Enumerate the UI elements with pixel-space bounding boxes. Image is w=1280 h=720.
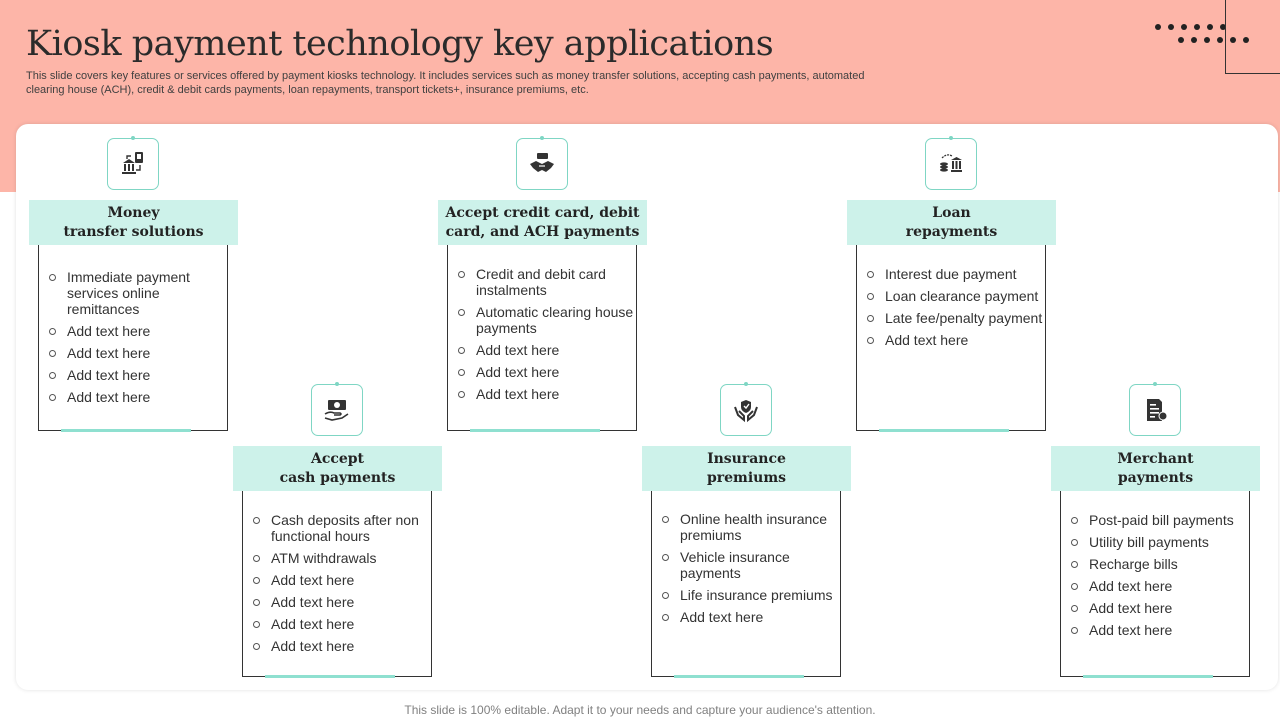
list-item: Add text here	[39, 323, 227, 339]
loan-bank-icon	[925, 138, 977, 190]
list-item: Recharge bills	[1061, 556, 1249, 572]
list-item: Add text here	[39, 345, 227, 361]
insurance-hands-icon	[720, 384, 772, 436]
card-list	[1061, 512, 1249, 638]
card-header	[29, 200, 238, 245]
handshake-icon	[516, 138, 568, 190]
card-body	[1060, 491, 1250, 677]
card-header	[847, 200, 1056, 245]
list-item: Post-paid bill payments	[1061, 512, 1249, 528]
list-item: Automatic clearing house payments	[448, 304, 636, 336]
card-title: Money transfer solutions	[63, 204, 204, 240]
list-item: Utility bill payments	[1061, 534, 1249, 550]
list-item: Credit and debit card instalments	[448, 266, 636, 298]
list-item: Add text here	[243, 572, 431, 588]
decorative-corner-frame	[1225, 0, 1280, 74]
card-body	[651, 491, 841, 677]
card-list	[448, 266, 636, 402]
footer-note: This slide is 100% editable. Adapt it to your needs and capture your audience's attention.	[404, 703, 876, 717]
card-header	[438, 200, 647, 245]
card-title: Accept credit card, debit card, and ACH payments	[445, 204, 640, 240]
card-list	[243, 512, 431, 654]
list-item: Add text here	[448, 342, 636, 358]
list-item: Add text here	[39, 389, 227, 405]
list-item: Vehicle insurance payments	[652, 549, 840, 581]
list-item: Add text here	[1061, 622, 1249, 638]
list-item: Cash deposits after non functional hours	[243, 512, 431, 544]
list-item: Add text here	[243, 594, 431, 610]
card-header	[1051, 446, 1260, 491]
list-item: Add text here	[1061, 578, 1249, 594]
list-item: Add text here	[448, 364, 636, 380]
slide-title: Kiosk payment technology key applications	[26, 24, 774, 64]
cash-in-hand-icon	[311, 384, 363, 436]
card-body	[242, 491, 432, 677]
list-item: Life insurance premiums	[652, 587, 840, 603]
list-item: Add text here	[652, 609, 840, 625]
list-item: Add text here	[39, 367, 227, 383]
card-list	[652, 511, 840, 625]
card-body	[38, 245, 228, 431]
list-item: Add text here	[448, 386, 636, 402]
list-item: Loan clearance payment	[857, 288, 1045, 304]
card-title: Loan repayments	[905, 204, 998, 240]
list-item: Immediate payment services online remittances	[39, 269, 227, 317]
card-body	[856, 245, 1046, 431]
card-header	[233, 446, 442, 491]
list-item: Late fee/penalty payment	[857, 310, 1045, 326]
list-item: Add text here	[1061, 600, 1249, 616]
card-title: Merchant payments	[1117, 450, 1194, 486]
card-list	[857, 266, 1045, 348]
card-body	[447, 245, 637, 431]
list-item: Online health insurance premiums	[652, 511, 840, 543]
card-title: Insurance premiums	[706, 450, 787, 486]
money-transfer-icon	[107, 138, 159, 190]
list-item: Interest due payment	[857, 266, 1045, 282]
card-list	[39, 269, 227, 405]
list-item: Add text here	[243, 638, 431, 654]
list-item: Add text here	[243, 616, 431, 632]
card-header	[642, 446, 851, 491]
list-item: ATM withdrawals	[243, 550, 431, 566]
list-item: Add text here	[857, 332, 1045, 348]
merchant-invoice-icon	[1129, 384, 1181, 436]
card-title: Accept cash payments	[279, 450, 396, 486]
slide-subtitle: This slide covers key features or services offered by payment kiosks technology. It includes services such as money transfer solutions, accepting cash payments, automated clearing house (ACH), credit & debit cards payments, loan repayments, transport tickets+, insurance premiums, etc.	[26, 70, 865, 96]
